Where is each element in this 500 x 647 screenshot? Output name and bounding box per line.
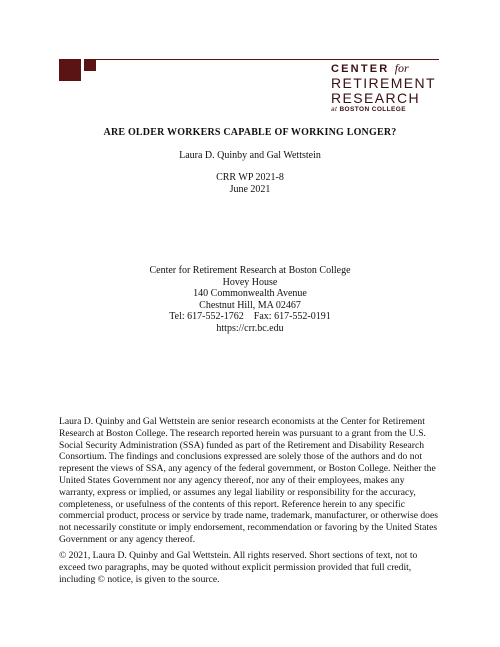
logo-square-large <box>59 59 81 81</box>
logo-square-small <box>84 59 96 71</box>
paper-authors: Laura D. Quinby and Gal Wettstein <box>179 150 321 161</box>
logo-line-2: RETIREMENT <box>331 75 436 91</box>
address-street: 140 Commonwealth Avenue <box>193 288 307 299</box>
logo-line-3: RESEARCH <box>331 90 420 106</box>
working-paper-info <box>0 172 500 195</box>
address-city: Chestnut Hill, MA 02467 <box>199 299 301 311</box>
address-phone-fax: Tel: 617-552-1762 Fax: 617-552-0191 <box>169 311 331 322</box>
crr-logo <box>331 62 446 114</box>
header-rule <box>96 59 439 60</box>
working-paper-date: June 2021 <box>229 183 271 195</box>
address-building: Hovey House <box>222 276 278 288</box>
logo-center-word: CENTER <box>331 63 390 75</box>
disclaimer-paragraph: Laura D. Quinby and Gal Wettstein are senior research economists at the Center for Retirement Research at Boston College. The research reported herein was pursuant to a grant from the U.S. Social Security Administration (SSA) funded as part of the Retirement and Disability Research Consortium. The findings and conclusions expressed are solely those of the authors and do not represent the views of SSA, any agency of the federal government, or Boston College. Neither the United States Government nor any agency thereof, nor any of their employees, makes any warranty, express or implied, or assumes any legal liability or responsibility for the accuracy, completeness, or usefulness of the contents of this report. Reference herein to any specific commercial product, process or service by trade name, trademark, manufacturer, or otherwise does not necessarily constitute or imply endorsement, recommendation or favoring by the United States Government or any agency thereof. <box>59 416 438 545</box>
logo-for-word: for <box>394 61 409 75</box>
working-paper-number: CRR WP 2021-8 <box>216 172 284 183</box>
copyright-paragraph: © 2021, Laura D. Quinby and Gal Wettstein. All rights reserved. Short sections of text, not to exceed two paragraphs, may be quoted without explicit permission provided that full credit, including © notice, is given to the source. <box>59 550 418 585</box>
logo-at-word: at <box>331 106 338 113</box>
logo-college-name: BOSTON COLLEGE <box>339 106 406 113</box>
logo-line-1 <box>331 62 446 75</box>
paper-title: ARE OLDER WORKERS CAPABLE OF WORKING LONGER? <box>103 127 397 138</box>
logo-line-4 <box>331 107 446 114</box>
address-url: https://crr.bc.edu <box>216 322 284 334</box>
address-org: Center for Retirement Research at Boston College <box>149 265 351 276</box>
address-block <box>0 265 500 334</box>
